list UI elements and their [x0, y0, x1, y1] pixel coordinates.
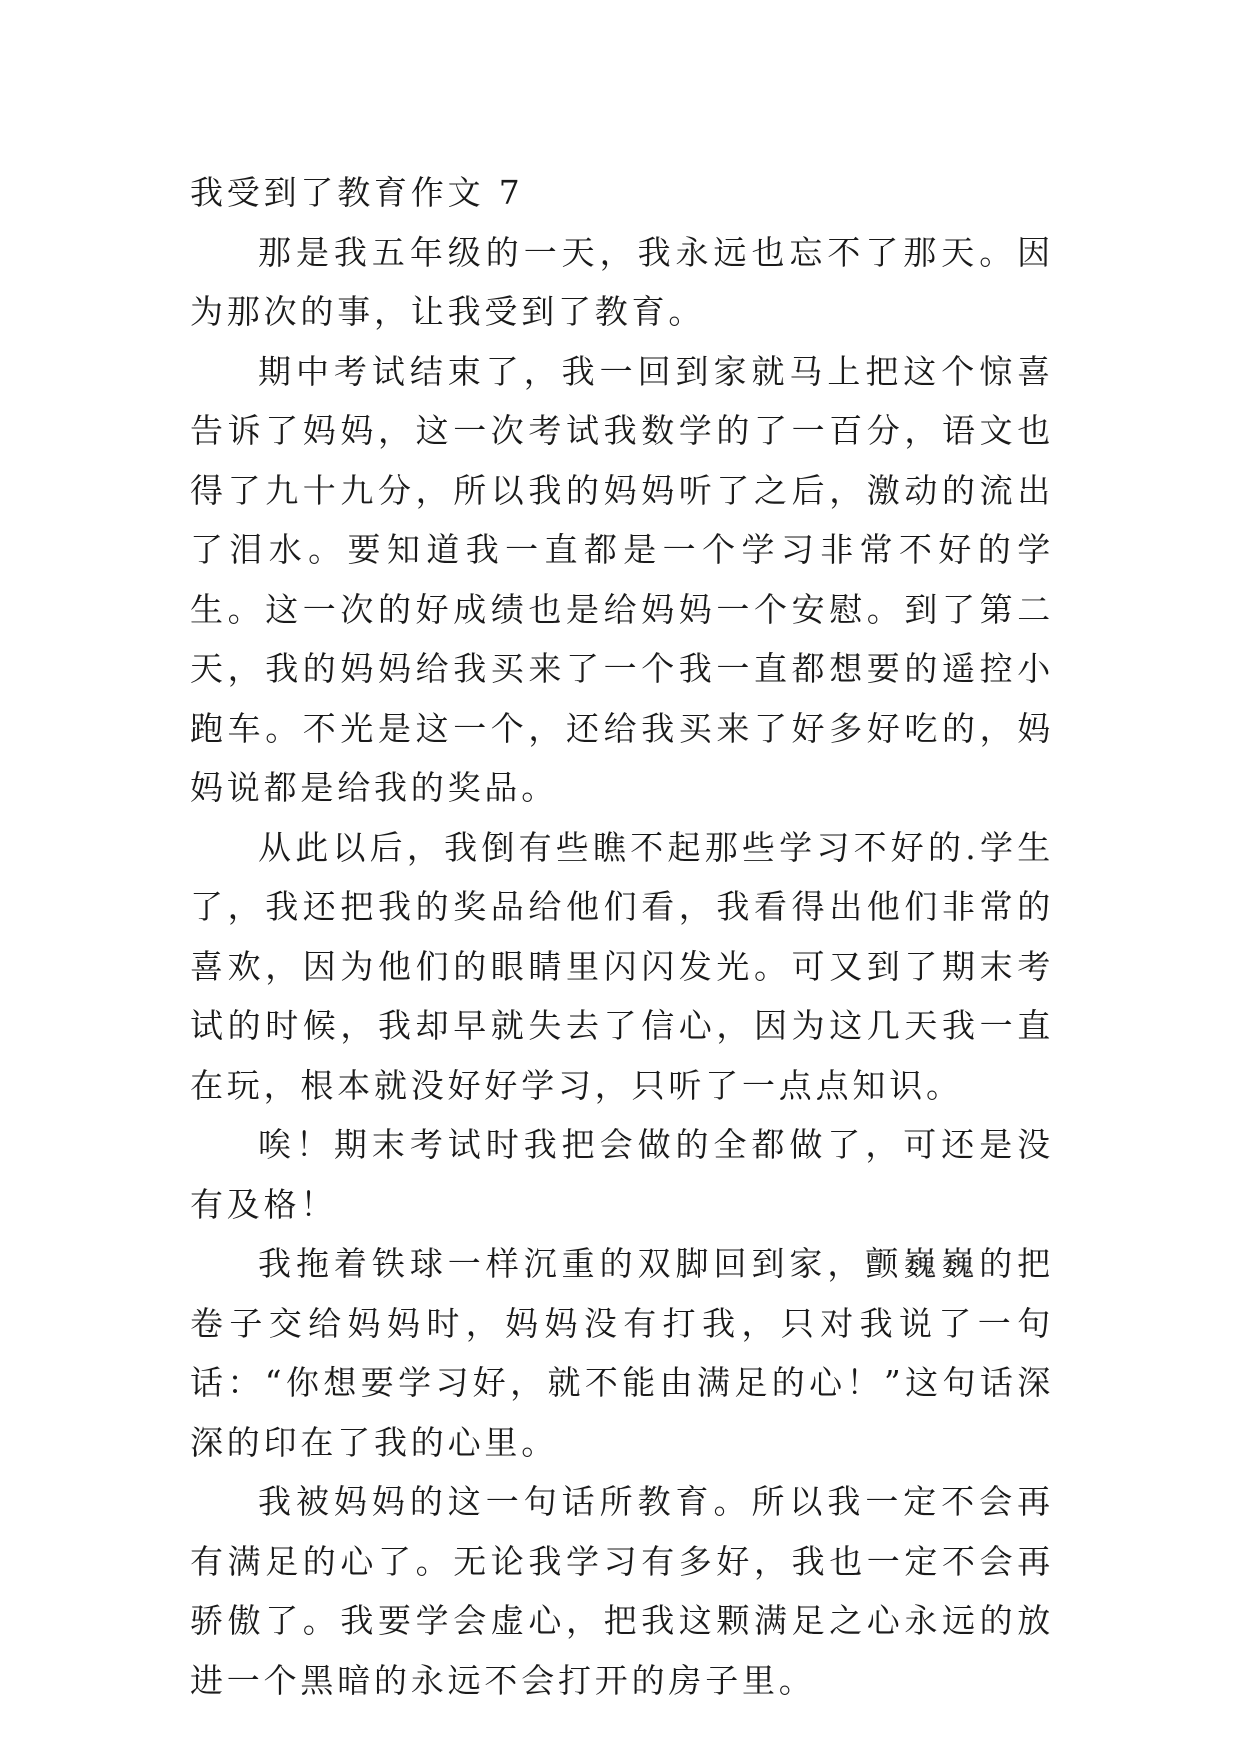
- paragraph-2: 期中考试结束了，我一回到家就马上把这个惊喜告诉了妈妈，这一次考试我数学的了一百分，语文也得了九十九分，所以我的妈妈听了之后，激动的流出了泪水。要知道我一直都是一个学习非常不好的学生。这一次的好成绩也是给妈妈一个安慰。到了第二天，我的妈妈给我买来了一个我一直都想要的遥控小跑车。不光是这一个，还给我买来了好多好吃的，妈妈说都是给我的奖品。: [190, 351, 1054, 807]
- document-title: 我受到了教育作文 7: [190, 173, 524, 212]
- paragraph-6: 我被妈妈的这一句话所教育。所以我一定不会再有满足的心了。无论我学习有多好，我也一定不会再骄傲了。我要学会虚心，把我这颗满足之心永远的放进一个黑暗的永远不会打开的房子里。: [190, 1482, 1054, 1700]
- paragraph-1: 那是我五年级的一天，我永远也忘不了那天。因为那次的事，让我受到了教育。: [190, 232, 1054, 331]
- paragraph-5: 我拖着铁球一样沉重的双脚回到家，颤巍巍的把卷子交给妈妈时，妈妈没有打我，只对我说了一句话：“你想要学习好，就不能由满足的心！”这句话深深的印在了我的心里。: [190, 1244, 1054, 1462]
- document-body: [190, 163, 1054, 1710]
- paragraph-3: 从此以后，我倒有些瞧不起那些学习不好的.学生了，我还把我的奖品给他们看，我看得出他们非常的喜欢，因为他们的眼睛里闪闪发光。可又到了期末考试的时候，我却早就失去了信心，因为这几天我一直在玩，根本就没好好学习，只听了一点点知识。: [190, 827, 1054, 1105]
- paragraph-4: 唉！期末考试时我把会做的全都做了，可还是没有及格！: [190, 1125, 1054, 1224]
